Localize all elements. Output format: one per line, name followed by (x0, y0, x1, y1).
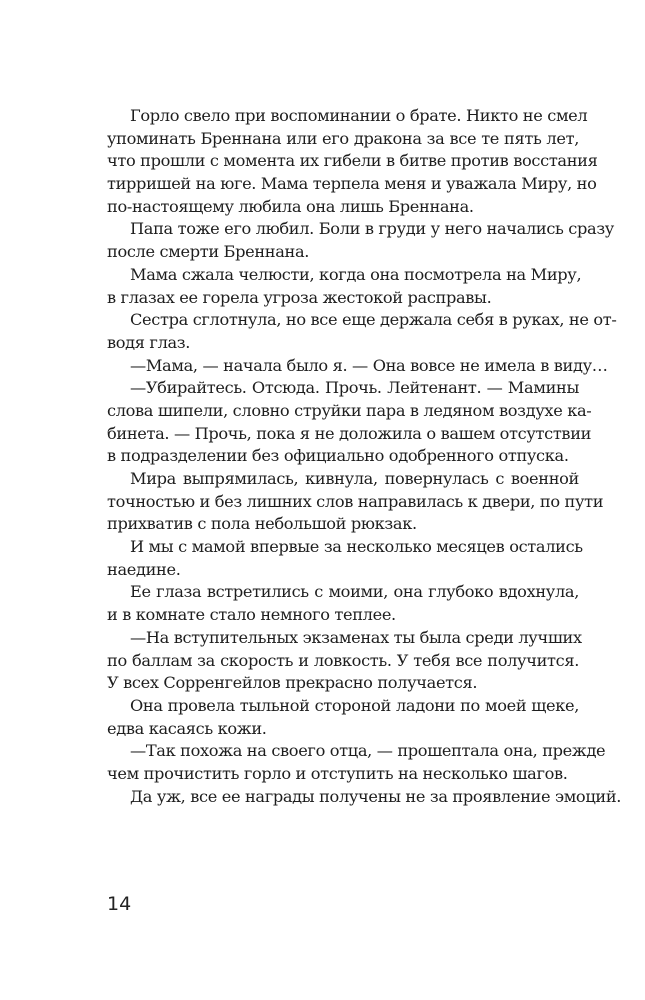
text-line: едва касаясь кожи. (107, 718, 267, 738)
text-line: Папа тоже его любил. Боли в груди у него начались сразу (130, 219, 614, 239)
text-line: Она провела тыльной стороной ладони по моей щеке, (130, 695, 579, 715)
page-body (107, 105, 622, 808)
text-line: Да уж, все ее награды получены не за проявление эмоций. (130, 786, 622, 806)
text-line: —Так похожа на своего отца, — прошептала она, прежде (130, 741, 606, 761)
text-line: по баллам за скорость и ловкость. У тебя все получится. (107, 650, 579, 670)
text-line: наедине. (107, 559, 181, 579)
text-line: —Мама, — начала было я. — Она вовсе не имела в виду… (130, 355, 608, 375)
text-line: чем прочистить горло и отступить на несколько шагов. (107, 763, 568, 783)
text-line: упоминать Бреннана или его дракона за все те пять лет, (107, 128, 579, 148)
text-line: Мама сжала челюсти, когда она посмотрела на Миру, (130, 264, 582, 284)
text-line: и в комнате стало немного теплее. (107, 605, 396, 625)
text-line: в подразделении без официально одобренного отпуска. (107, 446, 569, 466)
text-line: И мы с мамой впервые за несколько месяцев остались (130, 537, 583, 557)
text-line: У всех Сорренгейлов прекрасно получается. (107, 673, 478, 693)
text-line: что прошли с момента их гибели в битве против восстания (107, 151, 598, 171)
text-line: в глазах ее горела угроза жестокой расправы. (107, 287, 492, 307)
text-line: Мира выпрямилась, кивнула, повернулась с военной (130, 469, 579, 488)
text-line: точностью и без лишних слов направилась к двери, по пути (107, 491, 604, 511)
text-line: водя глаз. (107, 332, 191, 352)
text-line: после смерти Бреннана. (107, 242, 310, 262)
text-line: Сестра сглотнула, но все еще держала себя в руках, не от- (130, 310, 617, 330)
text-line: тирришей на юге. Мама терпела меня и уважала Миру, но (107, 174, 597, 194)
text-line: —Убирайтесь. Отсюда. Прочь. Лейтенант. — Мамины (130, 378, 579, 398)
text-line: Горло свело при воспоминании о брате. Никто не смел (130, 106, 588, 125)
text-line: прихватив с пола небольшой рюкзак. (107, 514, 417, 534)
text-line: слова шипели, словно струйки пара в ледяном воздухе ка- (107, 400, 592, 420)
text-line: бинета. — Прочь, пока я не доложила о вашем отсутствии (107, 423, 592, 443)
page-number: 14 (107, 893, 132, 915)
text-line: Ее глаза встретились с моими, она глубоко вдохнула, (130, 582, 579, 602)
text-line: по-настоящему любила она лишь Бреннана. (107, 196, 474, 216)
text-line: —На вступительных экзаменах ты была среди лучших (130, 627, 582, 647)
